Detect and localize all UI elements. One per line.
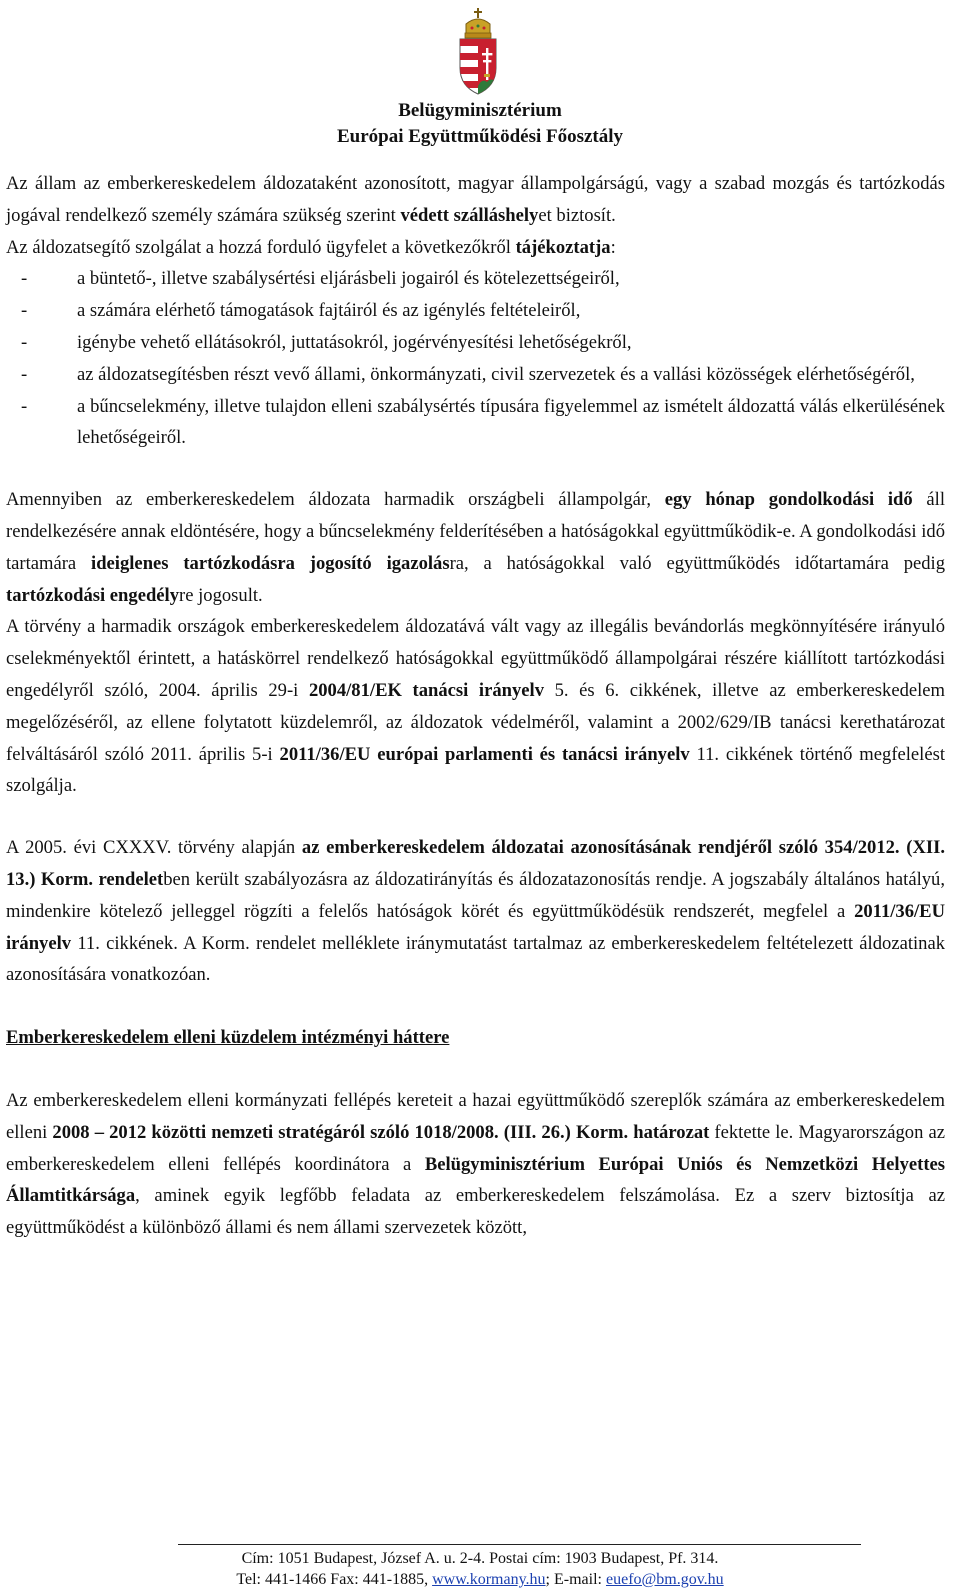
list-item: - igénybe vehető ellátásokról, juttatásokról, jogérvényesítési lehetőségekről, xyxy=(21,331,632,353)
information-list xyxy=(6,263,945,454)
paragraph-victim-support-intro: Az áldozatsegítő szolgálat a hozzá forduló ügyfelet a következőkről tájékoztatja: xyxy=(6,236,616,258)
paragraph-institutional-background: Az emberkereskedelem elleni kormányzati fellépés kereteit a hazai együttműködő szereplők számára az emberkereskedelem elleni 2008 – 2012 közötti nemzeti stratégáról szóló 1018/2008. (III. 26.) Korm. határozat fektette le. Magyarországon az emberkereskedelem elleni fellépés koordinátora a Belügyminisztérium Európai Uniós és Nemzetközi Helyettes Államtitkársága, aminek egyik legfőbb feladata az emberkereskedelem felszámolása. Ez a szerv biztosítja az együttműködést a különböző állami és nem állami szervezetek között, xyxy=(6,1089,945,1239)
footer-divider xyxy=(178,1544,861,1545)
list-item: - az áldozatsegítésben részt vevő állami, önkormányzati, civil szervezetek és a vallási közösségek elérhetőségéről, xyxy=(21,363,915,385)
email-link[interactable]: euefo@bm.gov.hu xyxy=(605,1571,724,1588)
crown-icon xyxy=(465,8,491,38)
section-heading: Emberkereskedelem elleni küzdelem intézményi háttere xyxy=(6,1027,450,1049)
footer-contact: Tel: 441-1466 Fax: 441-1885, www.kormany.hu; E-mail: euefo@bm.gov.hu xyxy=(236,1571,724,1588)
document-body xyxy=(6,168,945,1244)
paragraph-government-decree: A 2005. évi CXXXV. törvény alapján az emberkereskedelem áldozatai azonosításának rendjéről szóló 354/2012. (XII. 13.) Korm. rendeletben került szabályozásra az áldozatirányítás és áldozatazonosítás rendje. A jogszabály általános hatályú, mindenkire kötelező jelleggel rögzíti a felelős hatóságok körét és együttműködésük rendszerét, megfelel a 2011/36/EU irányelv 11. cikkének. A Korm. rendelet melléklete iránymutatást tartalmaz az emberkereskedelem feltételezett áldozatinak azonosítására vonatkozóan. xyxy=(6,837,945,986)
paragraph-eu-directives: A törvény a harmadik országok emberkereskedelem áldozatává vált vagy az illegális bevándorlás megkönnyítésére irányuló cselekményektől érintett, a hatáskörrel rendelkező hatóságokkal együttműködő állampolgárai részére kiállított tartózkodási engedélyről szóló, 2004. április 29-i 2004/81/EK tanácsi irányelv 5. és 6. cikkének, illetve az emberkereskedelem megelőzéséről, az ellene folytatott küzdelemről, az áldozatok védelméről, valamint a 2002/629/IB tanácsi kerethatározat felváltásáról szóló 2011. április 5-i 2011/36/EU európai parlamenti és tanácsi irányelv 11. cikkének történő megfelelést szolgálja. xyxy=(6,616,946,797)
paragraph-shelter: Az állam az emberkereskedelem áldozataként azonosított, magyar állampolgárságú, vagy a szabad mozgás és tartózkodás jogával rendelkező személy számára szükség szerint védett szálláshelyet biztosít. xyxy=(6,173,945,226)
department-name: Európai Együttműködési Főosztály xyxy=(336,126,624,147)
website-link[interactable]: www.kormany.hu xyxy=(432,1571,546,1588)
coat-of-arms-emblem xyxy=(456,6,500,96)
footer-address: Cím: 1051 Budapest, József A. u. 2-4. Postai cím: 1903 Budapest, Pf. 314. xyxy=(241,1550,719,1567)
ministry-name: Belügyminisztérium xyxy=(398,100,562,121)
shield-icon xyxy=(460,39,496,96)
list-item: - a büntető-, illetve szabálysértési eljárásbeli jogairól és kötelezettségeiről, xyxy=(21,268,620,290)
list-item: - a számára elérhető támogatások fajtáiról és az igénylés feltételeiről, xyxy=(21,300,581,322)
paragraph-reflection-period: Amennyiben az emberkereskedelem áldozata harmadik országbeli állampolgár, egy hónap gondolkodási idő áll rendelkezésére annak eldöntésére, hogy a bűncselekmény felderítésében a hatóságokkal együttműködik-e. A gondolkodási idő tartamára ideiglenes tartózkodásra jogosító igazolásra, a hatóságokkal való együttműködés időtartamára pedig tartózkodási engedélyre jogosult. xyxy=(6,489,946,606)
list-item: - a bűncselekmény, illetve tulajdon elleni szabálysértés típusára figyelemmel az ismételt áldozattá válás elkerülésének lehetőségeiről. xyxy=(21,395,945,449)
